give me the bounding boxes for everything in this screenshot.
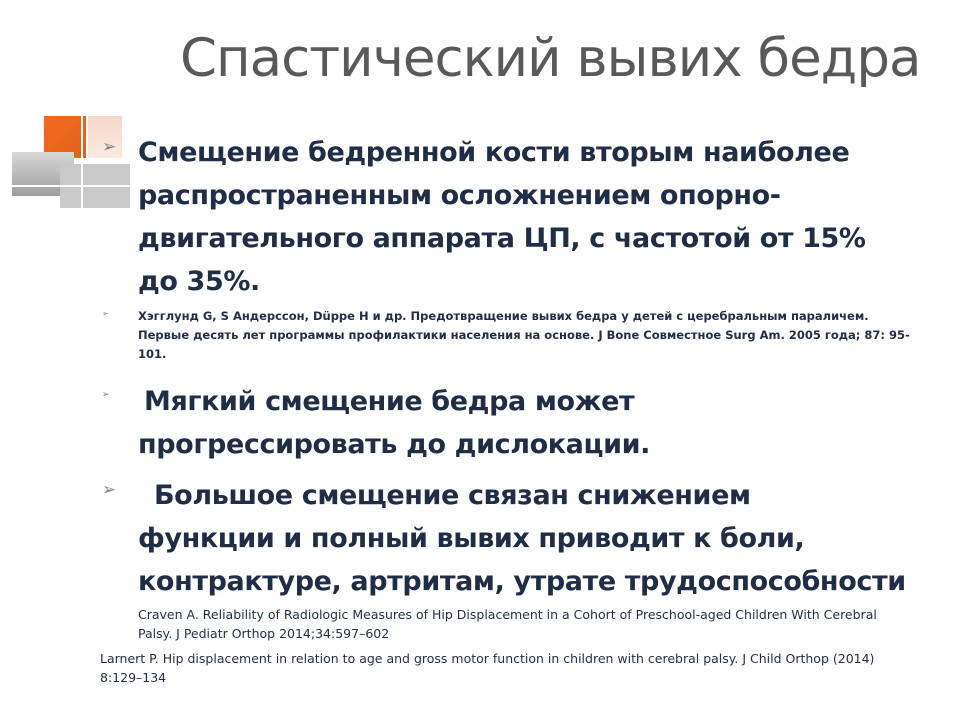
- reference-craven-line-2: Palsy. J Pediatr Orthop 2014;34:597–602: [138, 626, 390, 641]
- point-1-line-2: распространенным осложнением опорно-: [138, 180, 781, 211]
- reference-craven: [138, 605, 938, 643]
- point-2-line-3: 101.: [138, 347, 167, 361]
- reference-craven-line-1: Craven A. Reliability of Radiologic Measures of Hip Displacement in a Cohort of Preschool-aged Children With Cerebral: [138, 607, 877, 622]
- reference-larnert-line-2: 8:129–134: [100, 670, 167, 685]
- bullet-icon: ➢: [102, 137, 117, 157]
- bullet-small-icon: ➢: [102, 390, 110, 400]
- deco-square-orange: [44, 116, 86, 158]
- reference-larnert-line-1: Larnert P. Hip displacement in relation to age and gross motor function in children with cerebral palsy. J Child Orthop (2014): [100, 651, 875, 666]
- point-4-line-2: функции и полный вывих приводит к боли,: [138, 523, 805, 554]
- point-4-line-3: контрактуре, артритам, утрате трудоспособности: [138, 566, 906, 597]
- point-1-line-4: до 35%.: [138, 266, 260, 297]
- point-4-line-1: Большое смещение связан снижением: [154, 480, 751, 511]
- decorative-squares: [0, 0, 140, 220]
- bullet-icon: ➢: [102, 480, 117, 500]
- slide-title: Спастический вывих бедра: [180, 28, 921, 89]
- point-3-line-2: прогрессировать до дислокации.: [138, 429, 650, 460]
- reference-larnert: [100, 649, 940, 687]
- bullet-small-icon: ➢: [102, 309, 109, 318]
- point-2-line-2: Первые десять лет программы профилактики населения на основе. J Bone Совместное Surg Am. 2005 года; 87: 95-: [138, 328, 910, 342]
- point-2-line-1: Хэгглунд G, S Андерссон, Düppe H и др. Предотвращение вывих бедра у детей с церебральным параличем.: [138, 309, 869, 323]
- point-1-line-3: двигательного аппарата ЦП, с частотой от 15%: [138, 223, 866, 254]
- point-1-line-1: Смещение бедренной кости вторым наиболее: [138, 137, 850, 168]
- point-3-line-1: Мягкий смещение бедра может: [144, 386, 635, 417]
